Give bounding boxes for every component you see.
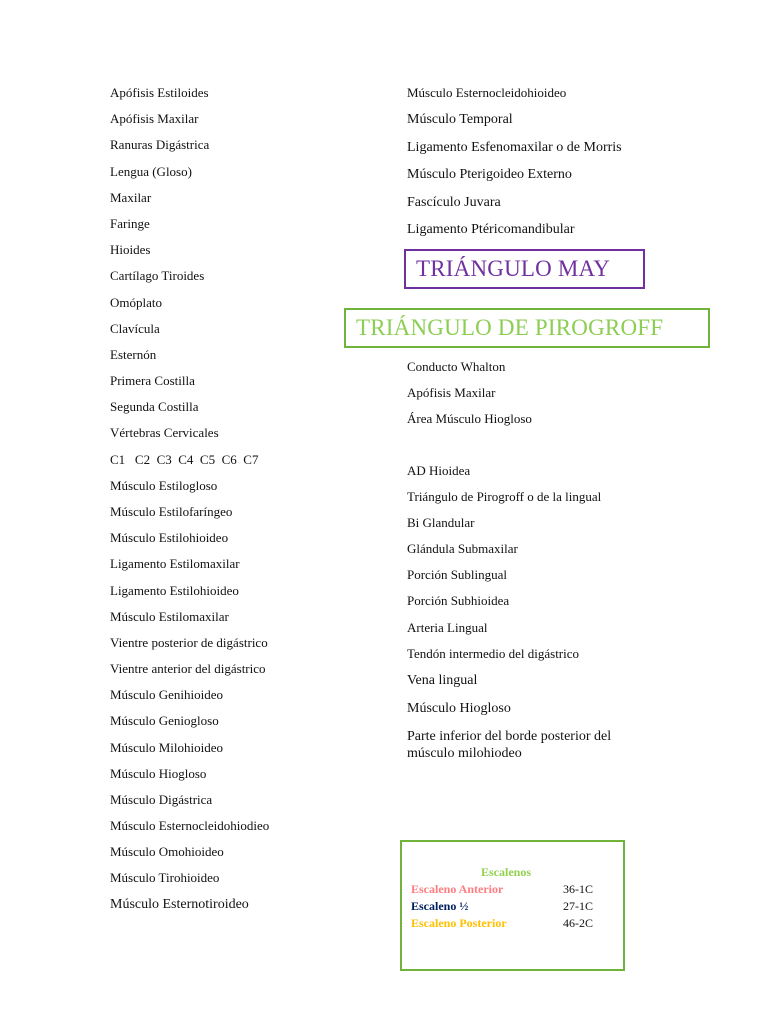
- left-list-item: Faringe: [110, 216, 150, 231]
- right-bottom-item: Tendón intermedio del digástrico: [407, 646, 580, 661]
- escalenos-box: [400, 840, 625, 971]
- right-bottom-item: Porción Sublingual: [407, 567, 508, 582]
- triangulo-pirogroff-heading: TRIÁNGULO DE PIROGROFF: [344, 308, 710, 348]
- left-list-item: Músculo Esternocleidohiodieo: [110, 818, 270, 833]
- right-top-item: Fascículo Juvara: [407, 195, 501, 210]
- right-middle-item: Apófisis Maxilar: [407, 385, 496, 400]
- escaleno-name: Escaleno ½: [411, 899, 469, 913]
- right-bottom-item: Vena lingual: [407, 673, 478, 688]
- left-list-item: Clavícula: [110, 321, 160, 336]
- left-list-item: Hioides: [110, 242, 151, 257]
- escaleno-row: [411, 916, 611, 933]
- left-list-item: Primera Costilla: [110, 373, 195, 388]
- left-list-item: Músculo Tirohioideo: [110, 870, 220, 885]
- left-list-item: Ranuras Digástrica: [110, 137, 210, 152]
- right-bottom-item: Glándula Submaxilar: [407, 541, 518, 556]
- escaleno-name: Escaleno Posterior: [411, 916, 507, 930]
- left-list-item: Cartílago Tiroides: [110, 268, 205, 283]
- left-list-item: Vértebras Cervicales: [110, 425, 219, 440]
- left-list-item: C1 C2 C3 C4 C5 C6 C7: [110, 452, 259, 467]
- left-list-item: Segunda Costilla: [110, 399, 199, 414]
- left-list-item: Vientre anterior del digástrico: [110, 661, 266, 676]
- escaleno-code: 36-1C: [563, 882, 593, 896]
- right-top-item: Ligamento Ptéricomandibular: [407, 222, 575, 237]
- left-list-item: Apófisis Estiloides: [110, 85, 209, 100]
- left-list-item: Apófisis Maxilar: [110, 111, 199, 126]
- right-top-item: Músculo Pterigoideo Externo: [407, 167, 572, 182]
- left-list-item: Músculo Geniogloso: [110, 713, 219, 728]
- left-list-item: Esternón: [110, 347, 157, 362]
- right-bottom-item: Músculo Hiogloso: [407, 701, 511, 716]
- escaleno-row: [411, 899, 611, 916]
- triangulo-may-heading: TRIÁNGULO MAY: [404, 249, 645, 289]
- right-top-item: Músculo Temporal: [407, 112, 513, 127]
- escaleno-code: 46-2C: [563, 916, 593, 930]
- right-bottom-item: AD Hioidea: [407, 463, 471, 478]
- escalenos-title: Escalenos: [480, 865, 531, 879]
- right-bottom-item: Parte inferior del borde posterior del músculo milohiodeo: [407, 729, 612, 761]
- escaleno-code: 27-1C: [563, 899, 593, 913]
- right-bottom-item: Arteria Lingual: [407, 620, 488, 635]
- left-list-item: Vientre posterior de digástrico: [110, 635, 268, 650]
- left-list-item: Músculo Estilohioideo: [110, 530, 229, 545]
- right-top-item: Ligamento Esfenomaxilar o de Morris: [407, 140, 622, 155]
- right-middle-item: Área Músculo Hiogloso: [407, 411, 532, 426]
- left-list-item: Ligamento Estilohioideo: [110, 583, 239, 598]
- left-list-item: Maxilar: [110, 190, 152, 205]
- right-top-item: Músculo Esternocleidohioideo: [407, 85, 567, 100]
- left-list-item: Músculo Digástrica: [110, 792, 213, 807]
- right-bottom-item: Triángulo de Pirogroff o de la lingual: [407, 489, 602, 504]
- right-middle-item: Conducto Whalton: [407, 359, 506, 374]
- left-list-item: Omóplato: [110, 295, 162, 310]
- left-list-item: Músculo Estilomaxilar: [110, 609, 229, 624]
- escaleno-name: Escaleno Anterior: [411, 882, 504, 896]
- right-bottom-item: Bi Glandular: [407, 515, 475, 530]
- left-list-item: Músculo Milohioideo: [110, 740, 224, 755]
- left-list-item: Músculo Esternotiroideo: [110, 897, 249, 912]
- left-list-item: Músculo Estilofaríngeo: [110, 504, 233, 519]
- escaleno-row: [411, 882, 611, 899]
- right-bottom-item: Porción Subhioidea: [407, 593, 510, 608]
- left-list-item: Músculo Hiogloso: [110, 766, 207, 781]
- left-list-item: Músculo Estilogloso: [110, 478, 218, 493]
- left-list-item: Músculo Genihioideo: [110, 687, 224, 702]
- left-list-item: Músculo Omohioideo: [110, 844, 224, 859]
- left-list-item: Lengua (Gloso): [110, 164, 192, 179]
- left-list-item: Ligamento Estilomaxilar: [110, 556, 240, 571]
